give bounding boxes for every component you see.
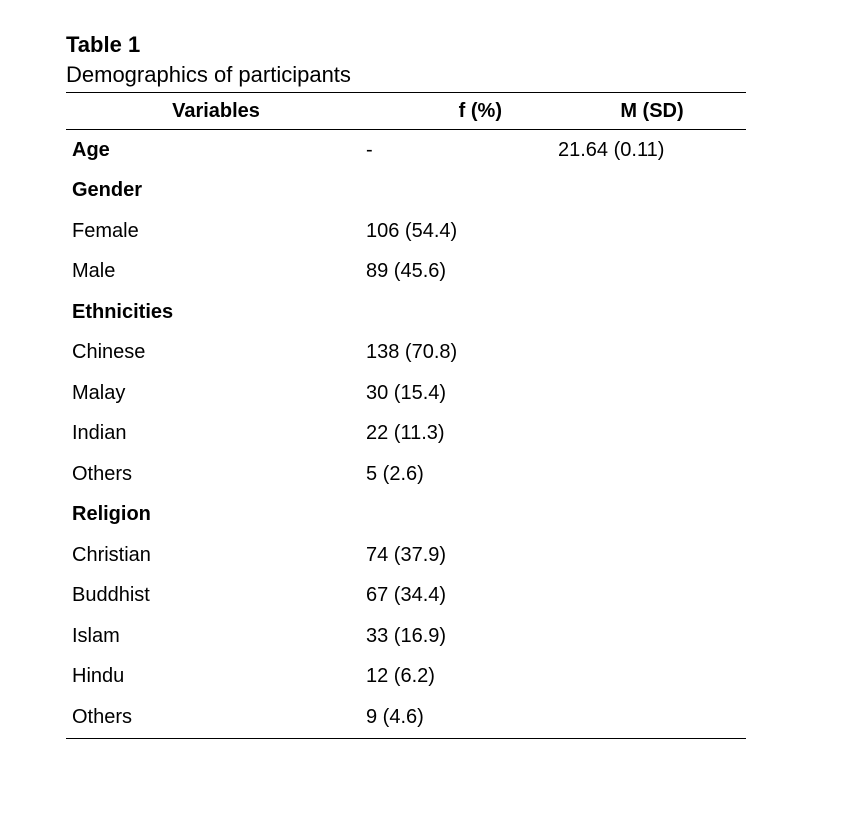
row-frequency: 9 (4.6) <box>366 697 558 738</box>
table-row <box>66 495 746 536</box>
table-label: Table 1 <box>66 32 141 57</box>
row-variable: Religion <box>72 503 151 526</box>
row-frequency <box>366 171 558 212</box>
row-frequency: 106 (54.4) <box>366 219 458 242</box>
table-body <box>66 130 746 739</box>
table-row <box>66 211 746 252</box>
table-header <box>66 93 746 130</box>
row-frequency: - <box>366 138 373 161</box>
row-mean <box>558 576 746 617</box>
table-row <box>66 535 746 576</box>
row-frequency: 12 (6.2) <box>366 665 435 688</box>
row-mean <box>558 535 746 576</box>
row-mean <box>558 171 746 212</box>
row-mean <box>558 657 746 698</box>
table-row <box>66 333 746 374</box>
table-row <box>66 171 746 212</box>
row-frequency: 33 (16.9) <box>366 624 447 647</box>
row-mean <box>558 252 746 293</box>
row-mean <box>558 414 746 455</box>
table-row <box>66 657 746 698</box>
row-frequency: 67 (34.4) <box>366 584 447 607</box>
row-variable: Indian <box>72 422 127 445</box>
row-mean <box>558 616 746 657</box>
row-mean <box>558 292 746 333</box>
row-variable: Others <box>72 462 133 485</box>
row-frequency: 22 (11.3) <box>366 422 445 445</box>
demographics-table <box>66 92 746 739</box>
row-frequency: 30 (15.4) <box>366 381 447 404</box>
row-variable: Male <box>72 260 116 283</box>
row-frequency: 74 (37.9) <box>366 543 447 566</box>
header-row <box>66 93 746 130</box>
row-mean <box>558 697 746 738</box>
table-row <box>66 373 746 414</box>
row-frequency: 138 (70.8) <box>366 341 458 364</box>
row-mean <box>558 495 746 536</box>
row-mean <box>558 373 746 414</box>
row-variable: Gender <box>72 179 143 202</box>
row-frequency <box>366 292 558 333</box>
row-variable: Malay <box>72 381 126 404</box>
row-variable: Female <box>72 219 139 242</box>
table-row <box>66 576 746 617</box>
table-row <box>66 292 746 333</box>
row-variable: Ethnicities <box>72 300 174 323</box>
row-mean <box>558 454 746 495</box>
row-variable: Age <box>72 138 110 161</box>
row-variable: Buddhist <box>72 584 150 607</box>
row-variable: Hindu <box>72 665 125 688</box>
table-row <box>66 414 746 455</box>
table-row <box>66 130 746 171</box>
table-row <box>66 616 746 657</box>
header-frequency: f (%) <box>366 93 558 130</box>
table-row <box>66 697 746 738</box>
row-mean: 21.64 (0.11) <box>558 138 665 161</box>
row-frequency <box>366 495 558 536</box>
row-frequency: 89 (45.6) <box>366 260 447 283</box>
row-variable: Christian <box>72 543 151 566</box>
row-frequency: 5 (2.6) <box>366 462 424 485</box>
row-variable: Chinese <box>72 341 146 364</box>
row-variable: Islam <box>72 624 120 647</box>
table-row <box>66 454 746 495</box>
row-variable: Others <box>66 697 366 738</box>
table-row <box>66 252 746 293</box>
row-mean <box>558 333 746 374</box>
header-variables: Variables <box>66 93 366 130</box>
header-mean: M (SD) <box>558 93 746 130</box>
row-mean <box>558 211 746 252</box>
table-caption: Demographics of participants <box>66 62 351 87</box>
demographics-table-container <box>66 30 746 739</box>
